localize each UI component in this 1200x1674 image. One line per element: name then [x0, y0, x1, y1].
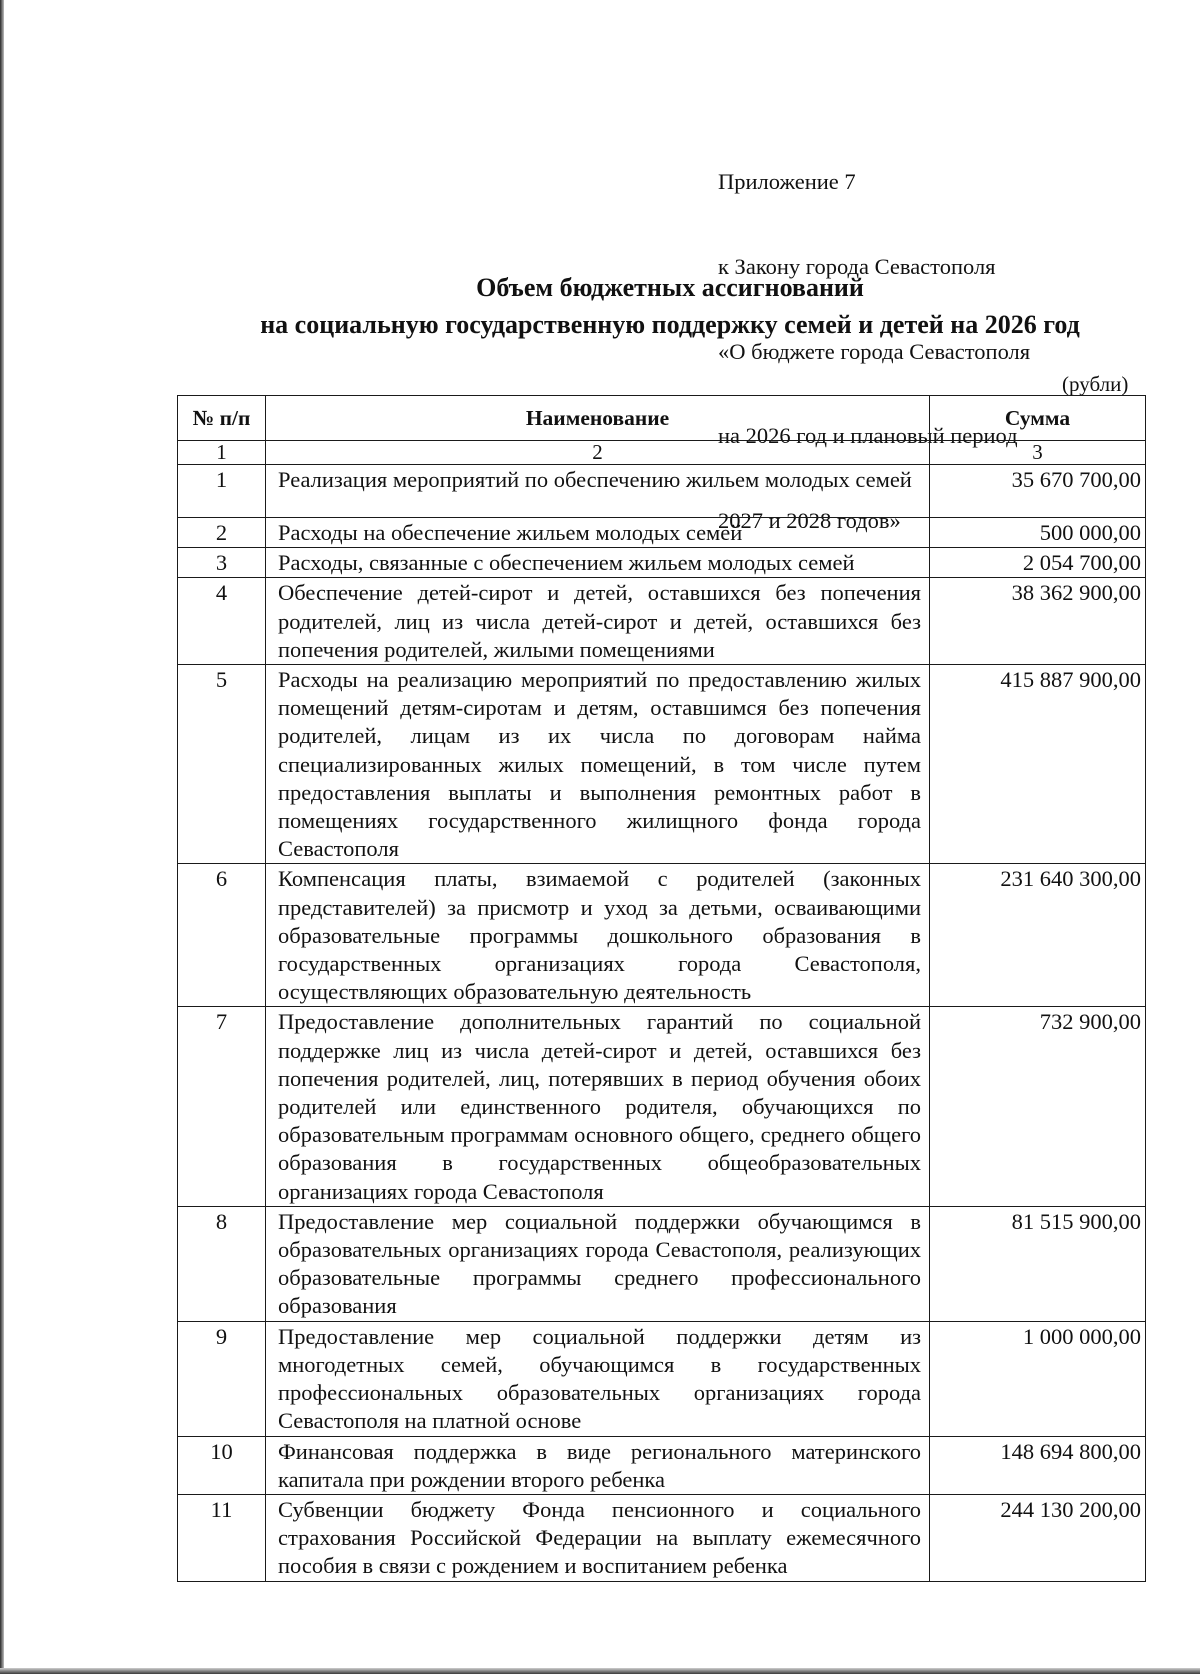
- row-number: 2: [178, 518, 266, 548]
- table-row: [178, 665, 1146, 864]
- appendix-line: Приложение 7: [718, 169, 856, 195]
- table-row: [178, 518, 1146, 548]
- table-row: [178, 1494, 1146, 1581]
- row-sum: 231 640 300,00: [930, 864, 1146, 1007]
- row-number: 6: [178, 864, 266, 1007]
- row-name: Финансовая поддержка в виде регионального материнского капитала при рождении второго ребенка: [266, 1436, 930, 1494]
- header-num: № п/п: [178, 396, 266, 441]
- row-number: 7: [178, 1007, 266, 1206]
- row-number: 3: [178, 548, 266, 578]
- table-row: [178, 1007, 1146, 1206]
- column-index: 2: [266, 441, 930, 465]
- appendix-line: 2027 и 2028 годов»: [718, 507, 901, 533]
- title-line-2: на социальную государственную поддержку семей и детей на 2026 год: [260, 310, 1080, 339]
- appendix-line: к Закону города Севастополя: [718, 254, 996, 280]
- column-index-row: [178, 441, 1146, 465]
- table-row: [178, 1321, 1146, 1436]
- row-sum: 81 515 900,00: [930, 1206, 1146, 1321]
- row-name: Реализация мероприятий по обеспечению жильем молодых семей: [266, 465, 930, 518]
- table-row: [178, 1436, 1146, 1494]
- appendix-line: «О бюджете города Севастополя: [718, 338, 1031, 364]
- appendix-line: на 2026 год и плановый период: [718, 423, 1018, 449]
- row-number: 1: [178, 465, 266, 518]
- row-number: 8: [178, 1206, 266, 1321]
- scan-edge-left: [0, 0, 4, 1674]
- row-name: Обеспечение детей-сирот и детей, оставшихся без попечения родителей, лиц из числа детей-сирот и детей, оставшихся без попечения родителей, жилыми помещениями: [266, 578, 930, 665]
- row-sum: 1 000 000,00: [930, 1321, 1146, 1436]
- table-row: [178, 578, 1146, 665]
- column-index: 1: [178, 441, 266, 465]
- table-row: [178, 465, 1146, 518]
- table-row: [178, 548, 1146, 578]
- row-sum: 500 000,00: [930, 518, 1146, 548]
- scan-edge-bottom: [0, 1668, 1200, 1674]
- row-name: Расходы на обеспечение жильем молодых семей: [266, 518, 930, 548]
- row-number: 10: [178, 1436, 266, 1494]
- row-name: Расходы, связанные с обеспечением жильем молодых семей: [266, 548, 930, 578]
- row-sum: 35 670 700,00: [930, 465, 1146, 518]
- row-name: Компенсация платы, взимаемой с родителей (законных представителей) за присмотр и уход за детьми, осваивающими образовательные программы дошкольного образования в государственных организациях города Севастополя, осуществляющих образовательную деятельность: [266, 864, 930, 1007]
- row-sum: 2 054 700,00: [930, 548, 1146, 578]
- row-sum: 732 900,00: [930, 1007, 1146, 1206]
- row-sum: 244 130 200,00: [930, 1494, 1146, 1581]
- row-sum: 38 362 900,00: [930, 578, 1146, 665]
- row-name: Предоставление мер социальной поддержки детям из многодетных семей, обучающимся в государственных профессиональных образовательных организациях города Севастополя на платной основе: [266, 1321, 930, 1436]
- row-sum: 415 887 900,00: [930, 665, 1146, 864]
- document-title: [170, 269, 1170, 343]
- row-name: Предоставление мер социальной поддержки обучающимся в образовательных организациях города Севастополя, реализующих образовательные программы среднего профессионального образования: [266, 1206, 930, 1321]
- header-name: Наименование: [266, 396, 930, 441]
- header-sum: Сумма: [930, 396, 1146, 441]
- row-name: Предоставление дополнительных гарантий по социальной поддержке лиц из числа детей-сирот и детей, оставшихся без попечения родителей, лиц, потерявших в период обучения обоих родителей или единственного родителя, обучающихся по образовательным программам основного общего, среднего общего образования в государственных общеобразовательных организациях города Севастополя: [266, 1007, 930, 1206]
- row-name: Расходы на реализацию мероприятий по предоставлению жилых помещений детям-сиротам и детям, оставшимся без попечения родителей, лицам из их числа по договорам найма специализированных жилых помещений, в том числе путем предоставления выплаты и выполнения ремонтных работ в помещениях государственного жилищного фонда города Севастополя: [266, 665, 930, 864]
- row-sum: 148 694 800,00: [930, 1436, 1146, 1494]
- title-line-1: Объем бюджетных ассигнований: [476, 273, 864, 302]
- currency-unit: (рубли): [1062, 372, 1129, 396]
- row-number: 5: [178, 665, 266, 864]
- row-number: 11: [178, 1494, 266, 1581]
- table-row: [178, 1206, 1146, 1321]
- row-number: 4: [178, 578, 266, 665]
- allocations-table: [177, 395, 1146, 1582]
- table-row: [178, 864, 1146, 1007]
- table-header-row: [178, 396, 1146, 441]
- column-index: 3: [930, 441, 1146, 465]
- row-name: Субвенции бюджету Фонда пенсионного и социального страхования Российской Федерации на выплату ежемесячного пособия в связи с рождением и воспитанием ребенка: [266, 1494, 930, 1581]
- row-number: 9: [178, 1321, 266, 1436]
